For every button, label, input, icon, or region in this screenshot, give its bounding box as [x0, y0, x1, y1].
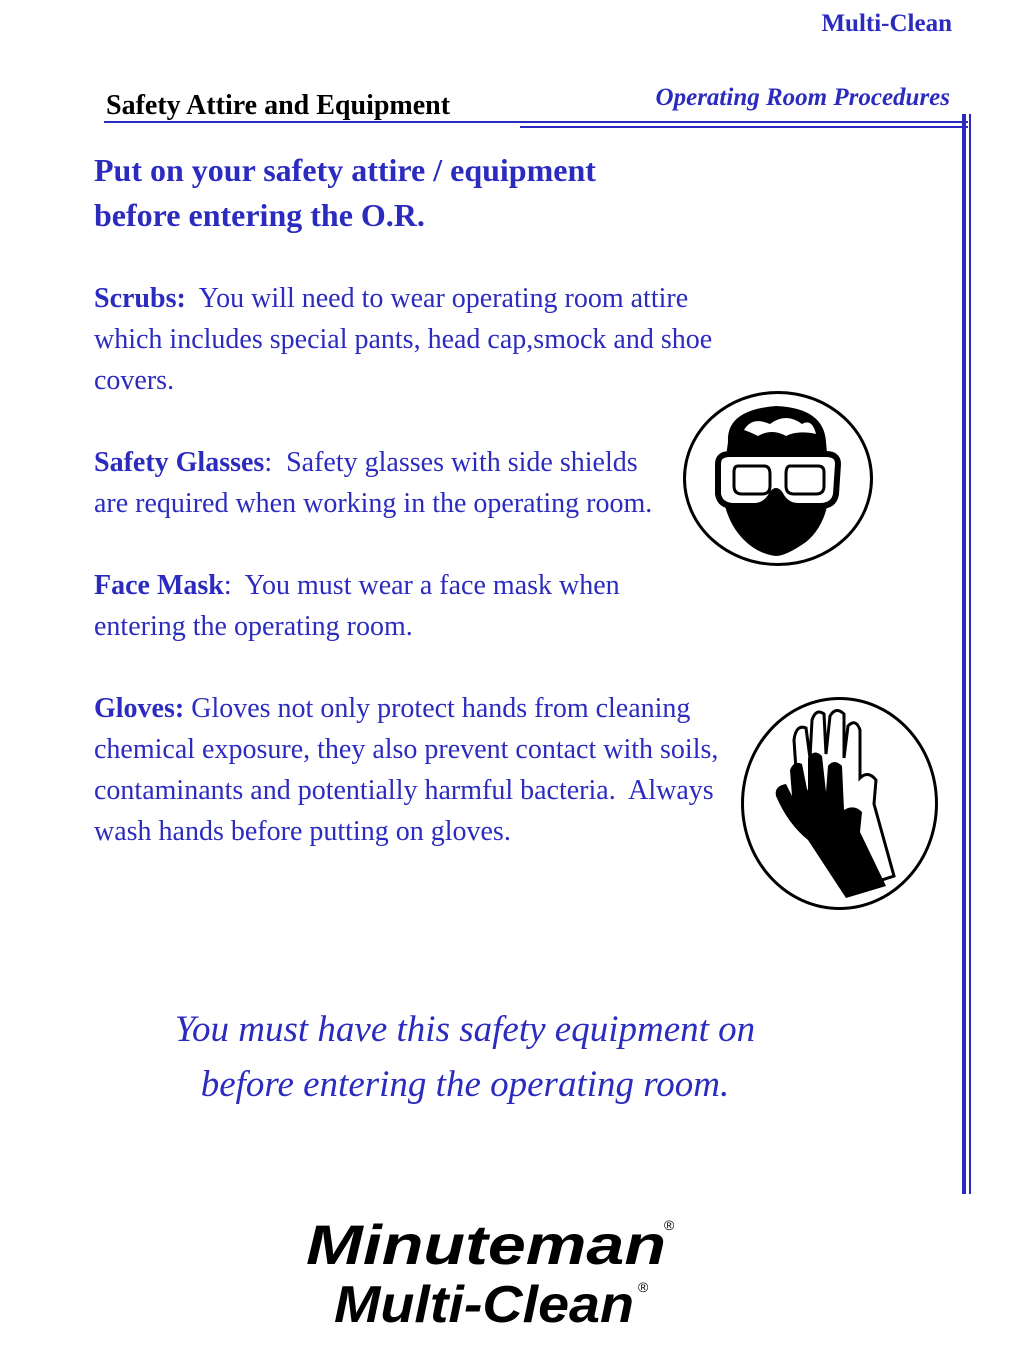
item-text: : You must wear a face mask when entering the operating room.: [94, 570, 627, 642]
gloves-svg: [744, 700, 935, 907]
closing-line-1: You must have this safety equipment on: [174, 1009, 756, 1050]
item-term: Face Mask: [94, 570, 224, 601]
document-subtitle: Operating Room Procedures: [655, 84, 950, 111]
item-gloves: [94, 688, 726, 852]
main-content: [94, 148, 734, 893]
closing-statement: [60, 1002, 870, 1112]
logo-svg: [298, 1212, 688, 1332]
item-text: You will need to wear operating room attire which includes special pants, head cap,smock and shoe covers.: [94, 283, 720, 396]
header-rule-secondary: [520, 126, 968, 128]
gloves-icon: [741, 697, 938, 910]
brand-name: Multi-Clean: [821, 10, 952, 37]
item-term: Scrubs:: [94, 283, 186, 314]
headline: [94, 148, 734, 238]
item-scrubs: [94, 278, 726, 401]
face-mask-goggles-svg: [686, 394, 870, 563]
face-mask-goggles-icon: [683, 391, 873, 566]
item-term: Safety Glasses: [94, 447, 265, 478]
item-face-mask: [94, 565, 659, 647]
logo-line-2: Multi-Clean: [334, 1276, 634, 1332]
closing-line-2: before entering the operating room.: [200, 1064, 730, 1105]
logo-registered-mark-1: ®: [664, 1217, 675, 1233]
logo-registered-mark-2: ®: [638, 1279, 649, 1295]
section-title: Safety Attire and Equipment: [106, 90, 451, 121]
headline-line-1: Put on your safety attire / equipment: [94, 152, 596, 188]
header-rule: [104, 121, 968, 123]
item-text: Gloves not only protect hands from cleaning chemical exposure, they also prevent contact with soils, contaminants and potentially harmful bacteria. Always wash hands before putting on gloves.: [94, 693, 726, 847]
item-safety-glasses: [94, 442, 659, 524]
minuteman-multi-clean-logo: [298, 1212, 688, 1332]
item-text: : Safety glasses with side shields are required when working in the operating room.: [94, 447, 653, 519]
item-term: Gloves:: [94, 693, 185, 724]
logo-line-1: Minuteman: [306, 1213, 666, 1276]
headline-line-2: before entering the O.R.: [94, 197, 425, 233]
page-border-right: [962, 114, 966, 1194]
page-border-right-secondary: [969, 114, 971, 1194]
